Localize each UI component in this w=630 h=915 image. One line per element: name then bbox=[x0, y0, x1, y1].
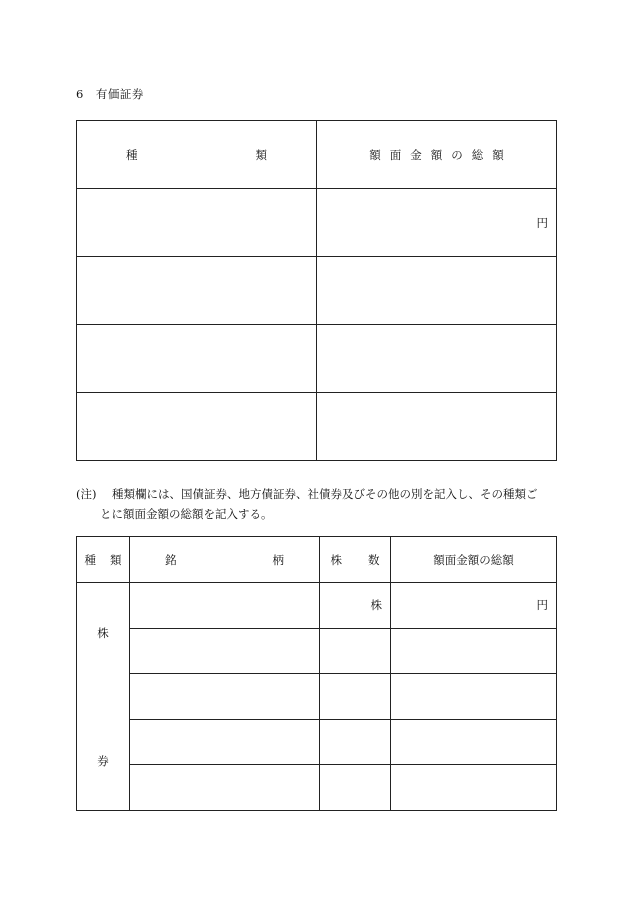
note-mark: (注) bbox=[76, 487, 97, 501]
shares-cell[interactable] bbox=[320, 765, 391, 811]
amount-cell[interactable] bbox=[391, 628, 557, 674]
amount-cell[interactable] bbox=[391, 674, 557, 720]
section-label: 有価証券 bbox=[95, 87, 144, 101]
shares-cell[interactable] bbox=[320, 583, 391, 629]
table-row bbox=[77, 325, 557, 393]
header-shares-char-1: 株 bbox=[330, 552, 342, 567]
header-brand-char-2: 柄 bbox=[272, 552, 284, 567]
amount-cell[interactable] bbox=[317, 393, 557, 461]
shares-cell[interactable] bbox=[320, 628, 391, 674]
kind-cell[interactable] bbox=[77, 257, 317, 325]
shares-cell[interactable] bbox=[320, 719, 391, 765]
amount-cell[interactable] bbox=[317, 189, 557, 257]
header-brand-char-1: 銘 bbox=[165, 552, 177, 567]
brand-cell[interactable] bbox=[130, 628, 320, 674]
header-shares bbox=[320, 537, 391, 583]
header-kind-char-1: 種 bbox=[84, 552, 96, 567]
section-title bbox=[76, 86, 144, 102]
table-row bbox=[77, 393, 557, 461]
kind-cell[interactable] bbox=[77, 325, 317, 393]
table-row bbox=[77, 674, 557, 720]
securities-total-table bbox=[76, 120, 557, 461]
table-header-row bbox=[77, 537, 557, 583]
table-row bbox=[77, 719, 557, 765]
yen-unit: 円 bbox=[536, 598, 548, 613]
header-kind bbox=[77, 537, 130, 583]
amount-cell[interactable] bbox=[317, 325, 557, 393]
shares-cell[interactable] bbox=[320, 674, 391, 720]
table-row bbox=[77, 189, 557, 257]
brand-cell[interactable] bbox=[130, 583, 320, 629]
brand-cell[interactable] bbox=[130, 765, 320, 811]
header-shares-char-2: 数 bbox=[368, 552, 380, 567]
section-number: 6 bbox=[76, 87, 84, 101]
table-header-row bbox=[77, 121, 557, 189]
header-kind-char-1: 種 bbox=[126, 147, 138, 162]
table-row bbox=[77, 583, 557, 629]
stock-table bbox=[76, 536, 557, 811]
shares-unit: 株 bbox=[370, 598, 382, 613]
brand-cell[interactable] bbox=[130, 719, 320, 765]
amount-cell[interactable] bbox=[391, 583, 557, 629]
kind-cell[interactable] bbox=[77, 189, 317, 257]
kind-label-top: 株 bbox=[97, 626, 109, 640]
header-kind bbox=[77, 121, 317, 189]
note bbox=[76, 484, 560, 524]
table-row bbox=[77, 628, 557, 674]
header-kind-char-2: 類 bbox=[110, 552, 122, 567]
header-brand bbox=[130, 537, 320, 583]
note-line-2: とに額面金額の総額を記入する。 bbox=[100, 507, 273, 521]
brand-cell[interactable] bbox=[130, 674, 320, 720]
kind-cell-stock bbox=[77, 583, 130, 811]
header-total-face-value: 額面金額の総額 bbox=[391, 537, 557, 583]
yen-unit: 円 bbox=[536, 215, 548, 230]
table-row bbox=[77, 765, 557, 811]
amount-cell[interactable] bbox=[391, 765, 557, 811]
header-total-face-value: 額面金額の総額 bbox=[317, 121, 557, 189]
note-line-1: 種類欄には、国債証券、地方債証券、社債券及びその他の別を記入し、その種類ご bbox=[112, 487, 538, 501]
table-row bbox=[77, 257, 557, 325]
amount-cell[interactable] bbox=[391, 719, 557, 765]
kind-label-bottom: 券 bbox=[97, 754, 109, 768]
header-kind-char-2: 類 bbox=[255, 147, 267, 162]
kind-cell[interactable] bbox=[77, 393, 317, 461]
amount-cell[interactable] bbox=[317, 257, 557, 325]
